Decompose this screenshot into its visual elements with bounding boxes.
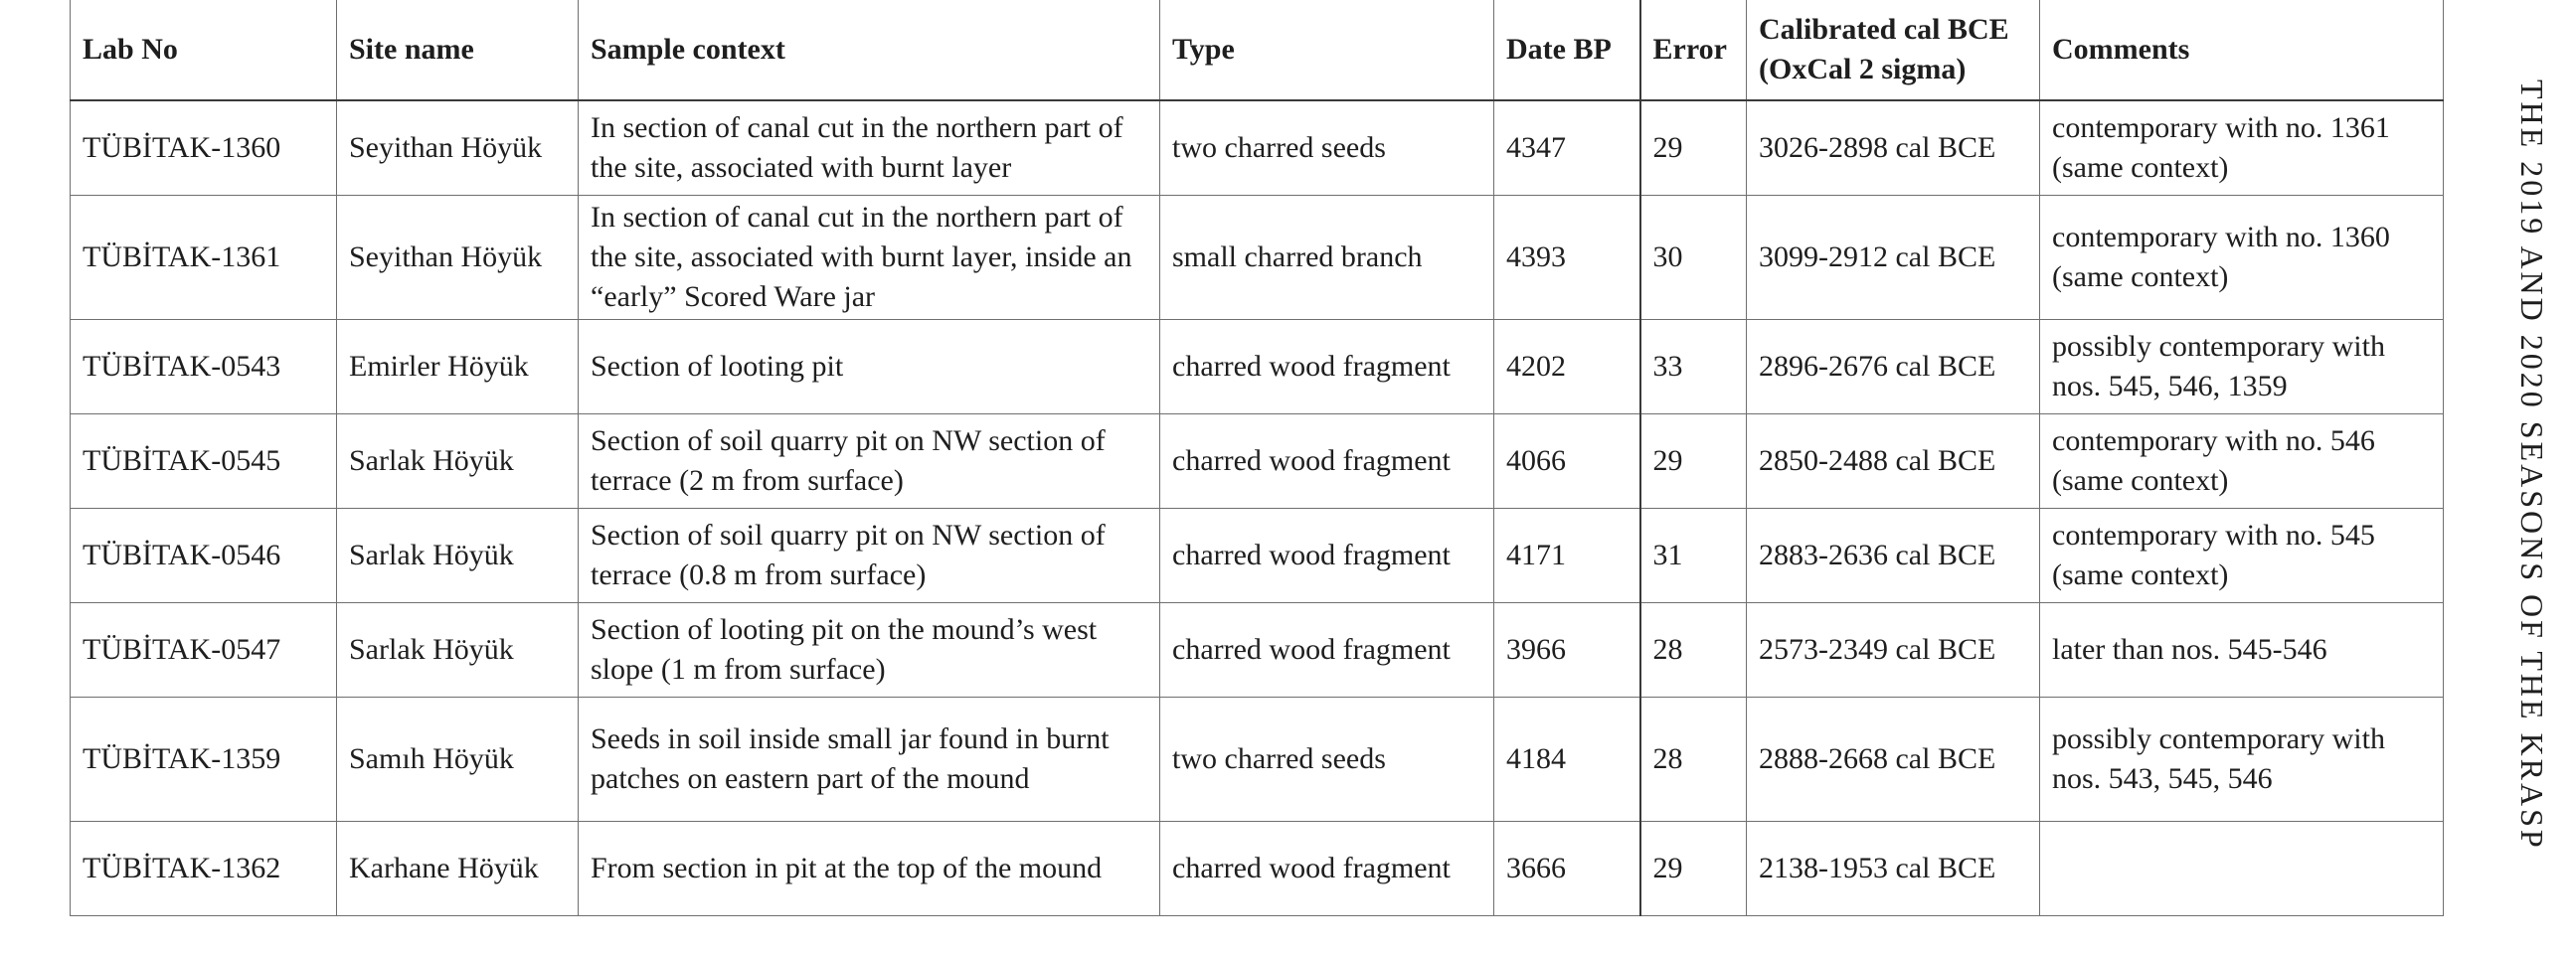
header-comments: Comments — [2040, 0, 2444, 100]
cell-site-name: Seyithan Höyük — [337, 196, 579, 320]
cell-lab-no: TÜBİTAK-0545 — [71, 414, 337, 509]
cell-sample-context: Section of soil quarry pit on NW section of terrace (2 m from surface) — [579, 414, 1160, 509]
cell-type: two charred seeds — [1160, 100, 1494, 196]
cell-comments: contemporary with no. 545 (same context) — [2040, 509, 2444, 603]
cell-type: charred wood fragment — [1160, 822, 1494, 916]
header-site-name: Site name — [337, 0, 579, 100]
running-page-title: THE 2019 AND 2020 SEASONS OF THE KRASP — [2514, 80, 2550, 851]
cell-lab-no: TÜBİTAK-1360 — [71, 100, 337, 196]
cell-lab-no: TÜBİTAK-1361 — [71, 196, 337, 320]
cell-date-bp: 4066 — [1494, 414, 1640, 509]
cell-date-bp: 4171 — [1494, 509, 1640, 603]
cell-calibrated: 2883-2636 cal BCE — [1747, 509, 2040, 603]
cell-sample-context: In section of canal cut in the northern part of the site, associated with burnt layer — [579, 100, 1160, 196]
cell-site-name: Seyithan Höyük — [337, 100, 579, 196]
table-row — [71, 100, 2444, 196]
cell-comments: possibly contemporary with nos. 545, 546, 1359 — [2040, 320, 2444, 414]
header-sample-context: Sample context — [579, 0, 1160, 100]
cell-calibrated: 3099-2912 cal BCE — [1747, 196, 2040, 320]
cell-error: 29 — [1640, 414, 1747, 509]
cell-error: 28 — [1640, 603, 1747, 698]
cell-calibrated: 2896-2676 cal BCE — [1747, 320, 2040, 414]
cell-error: 29 — [1640, 822, 1747, 916]
cell-type: charred wood fragment — [1160, 320, 1494, 414]
cell-calibrated: 2888-2668 cal BCE — [1747, 698, 2040, 822]
cell-lab-no: TÜBİTAK-1359 — [71, 698, 337, 822]
cell-error: 28 — [1640, 698, 1747, 822]
cell-comments: contemporary with no. 1361 (same context) — [2040, 100, 2444, 196]
cell-type: two charred seeds — [1160, 698, 1494, 822]
cell-sample-context: In section of canal cut in the northern part of the site, associated with burnt layer, inside an “early” Scored Ware jar — [579, 196, 1160, 320]
cell-type: charred wood fragment — [1160, 603, 1494, 698]
cell-sample-context: From section in pit at the top of the mound — [579, 822, 1160, 916]
cell-type: small charred branch — [1160, 196, 1494, 320]
cell-error: 33 — [1640, 320, 1747, 414]
table-row — [71, 414, 2444, 509]
header-calibrated: Calibrated cal BCE (OxCal 2 sigma) — [1747, 0, 2040, 100]
cell-error: 31 — [1640, 509, 1747, 603]
cell-sample-context: Section of looting pit on the mound’s west slope (1 m from surface) — [579, 603, 1160, 698]
cell-date-bp: 3966 — [1494, 603, 1640, 698]
cell-sample-context: Section of soil quarry pit on NW section of terrace (0.8 m from surface) — [579, 509, 1160, 603]
cell-site-name: Karhane Höyük — [337, 822, 579, 916]
cell-error: 29 — [1640, 100, 1747, 196]
table-row — [71, 822, 2444, 916]
table-row — [71, 603, 2444, 698]
table-row — [71, 196, 2444, 320]
table-row — [71, 320, 2444, 414]
cell-date-bp: 4347 — [1494, 100, 1640, 196]
header-error: Error — [1640, 0, 1747, 100]
cell-comments: contemporary with no. 1360 (same context) — [2040, 196, 2444, 320]
cell-lab-no: TÜBİTAK-0547 — [71, 603, 337, 698]
cell-date-bp: 3666 — [1494, 822, 1640, 916]
cell-site-name: Sarlak Höyük — [337, 509, 579, 603]
cell-date-bp: 4184 — [1494, 698, 1640, 822]
cell-calibrated: 2850-2488 cal BCE — [1747, 414, 2040, 509]
cell-calibrated: 2138-1953 cal BCE — [1747, 822, 2040, 916]
cell-type: charred wood fragment — [1160, 509, 1494, 603]
radiocarbon-dates-table — [70, 0, 2444, 916]
cell-lab-no: TÜBİTAK-0543 — [71, 320, 337, 414]
cell-site-name: Sarlak Höyük — [337, 603, 579, 698]
cell-lab-no: TÜBİTAK-0546 — [71, 509, 337, 603]
cell-error: 30 — [1640, 196, 1747, 320]
cell-sample-context: Section of looting pit — [579, 320, 1160, 414]
cell-comments: possibly contemporary with nos. 543, 545, 546 — [2040, 698, 2444, 822]
cell-comments: later than nos. 545-546 — [2040, 603, 2444, 698]
table-header-row — [71, 0, 2444, 100]
table-row — [71, 698, 2444, 822]
cell-comments: contemporary with no. 546 (same context) — [2040, 414, 2444, 509]
cell-comments — [2040, 822, 2444, 916]
header-date-bp: Date BP — [1494, 0, 1640, 100]
cell-type: charred wood fragment — [1160, 414, 1494, 509]
cell-site-name: Samıh Höyük — [337, 698, 579, 822]
cell-date-bp: 4393 — [1494, 196, 1640, 320]
cell-lab-no: TÜBİTAK-1362 — [71, 822, 337, 916]
table-row — [71, 509, 2444, 603]
cell-site-name: Emirler Höyük — [337, 320, 579, 414]
cell-sample-context: Seeds in soil inside small jar found in burnt patches on eastern part of the mound — [579, 698, 1160, 822]
cell-calibrated: 3026-2898 cal BCE — [1747, 100, 2040, 196]
cell-date-bp: 4202 — [1494, 320, 1640, 414]
cell-site-name: Sarlak Höyük — [337, 414, 579, 509]
header-lab-no: Lab No — [71, 0, 337, 100]
header-type: Type — [1160, 0, 1494, 100]
cell-calibrated: 2573-2349 cal BCE — [1747, 603, 2040, 698]
